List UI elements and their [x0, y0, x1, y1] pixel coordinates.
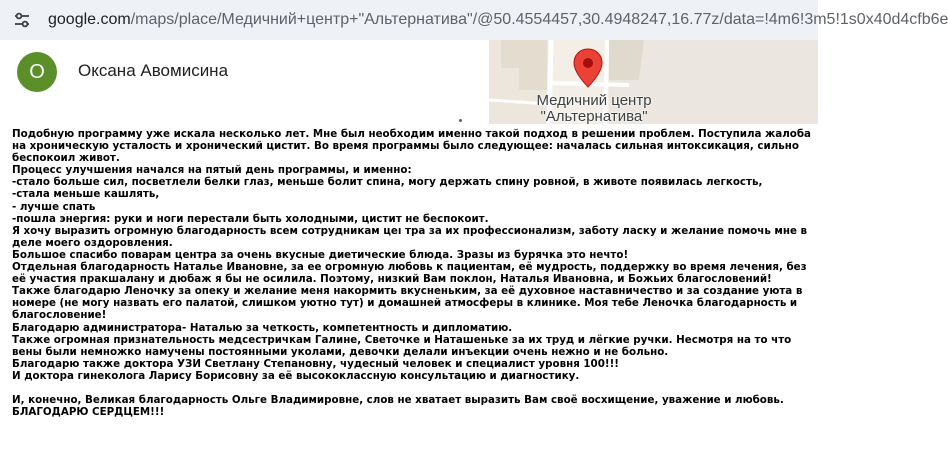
review-paragraph: Я хочу выразить огромную благодарность всем сотрудникам цеı тра за их профессионализм, заботу ласку и желание помочь мне в деле моего оздоровления. — [12, 224, 808, 249]
site-settings-icon[interactable] — [12, 10, 32, 30]
review-paragraph: -пошла энергия: руки и ноги перестали быть холодными, цистит не беспокоит. — [12, 212, 489, 225]
review-paragraph: -стала меньше кашлять, — [12, 188, 160, 201]
more-options-dot — [459, 119, 462, 122]
reviewer-name[interactable]: Оксана Авомисина — [78, 61, 229, 80]
map-pin-icon[interactable] — [573, 48, 603, 88]
review-paragraph: Благодарю администратора- Наталью за четкость, компетентность и дипломатию. — [12, 321, 513, 334]
map-thumbnail[interactable] — [489, 40, 818, 124]
avatar-letter: О — [29, 60, 45, 83]
review-paragraph: Процесс улучшения начался на пятый день программы, и именно: — [12, 164, 412, 177]
url-host: google.com — [48, 11, 131, 28]
map-place-label-line2: "Альтернатива" — [540, 108, 648, 125]
review-text — [12, 128, 812, 418]
review-paragraph: Также огромная признательность медсестричкам Галине, Светочке и Наташеньке за их труд и лёгкие ручки. Несмотря на то что вены были немножко намучены постоянными уколами, девочки делали инъекции очень нежно и не больно. — [12, 333, 792, 358]
address-bar[interactable] — [0, 0, 948, 40]
review-paragraph: Благодарю также доктора УЗИ Светлану Степановну, чудесный человек и специалист уровня 100!!! — [12, 357, 619, 370]
review-paragraph: Большое спасибо поварам центра за очень вкусные диетические блюда. Зразы из бурячка это нечто! — [12, 248, 629, 261]
review-paragraph: И доктора гинеколога Ларису Борисовну за её высококлассную консультацию и диагностику. — [12, 369, 580, 382]
review-paragraph: -стало больше сил, посветлели белки глаз, меньше болит спина, могу держать спину ровной, в животе появилась легкость, — [12, 176, 763, 189]
review-paragraph: - лучше спать — [12, 200, 96, 213]
review-paragraph: Также благодарю Леночку за опеку и желание меня накормить вкусненьким, за её духовное наставничество и за создание уюта в номере (не могу назвать его палатой, слишком уютно тут) и домашней атмосферы в клинике. Моя тебе Леночка благодарность и благословение! — [12, 285, 803, 322]
map-place-label-line1: Медичний центр — [536, 92, 652, 109]
review-paragraph: Отдельная благодарность Наталье Ивановне, за ее огромную любовь к пациентам, её мудрость, поддержку во время лечения, без её участия пракшалану и дюбаж я бы не осилила. Поэтому, низкий Вам поклон, Наталья Ивановна, и Божьих благословений! — [12, 261, 807, 286]
url-path: /maps/place/Медичний+центр+"Альтернатива"/@50.4554457,30.4948247,16.77z/data=!4m6!3m5!1s0x40d4cfb6e — [130, 11, 948, 28]
avatar[interactable] — [17, 52, 57, 92]
url-text[interactable] — [48, 10, 948, 30]
review-paragraph: И, конечно, Великая благодарность Ольге Владимировне, слов не хватает выразить Вам своё восхищение, уважение и любовь. БЛАГОДАРЮ СЕРДЦЕМ!!! — [12, 394, 784, 419]
review-paragraph — [12, 382, 812, 394]
review-paragraph: Подобную программу уже искала несколько лет. Мне был необходим именно такой подход в решении проблем. Поступила жалоба на хроническую усталость и хронический цистит. Во время программы было следующее: началась сильная интоксикация, сильно беспокоил живот. — [12, 128, 811, 165]
